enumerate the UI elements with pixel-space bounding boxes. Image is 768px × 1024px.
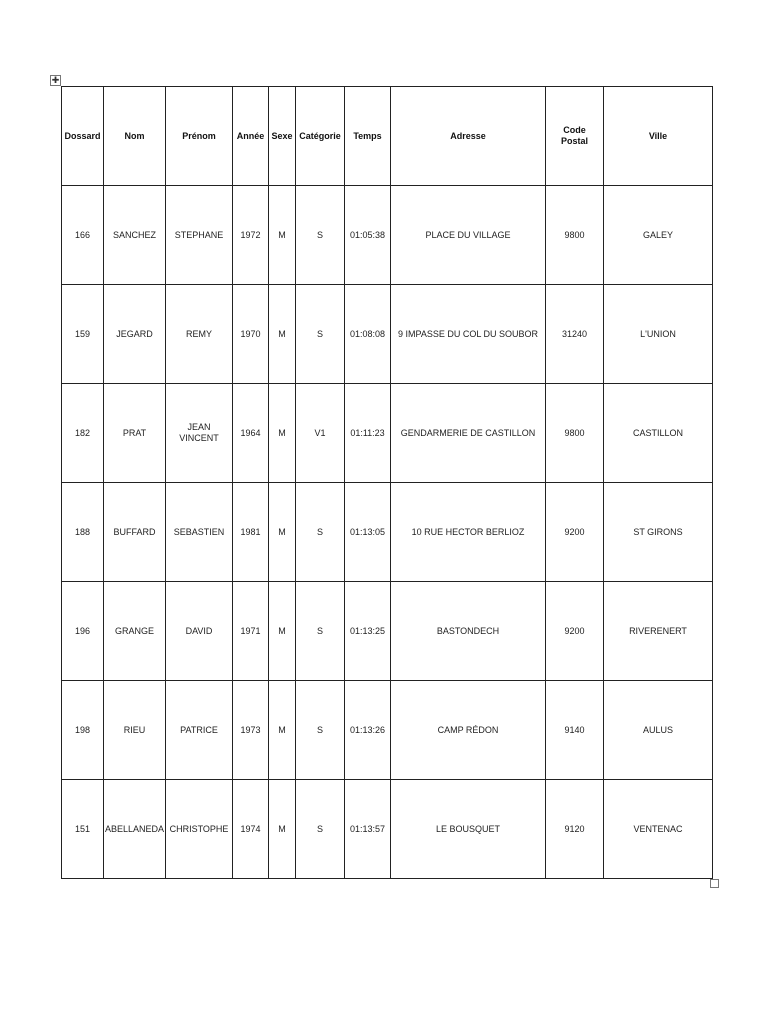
cell-categorie: V1 bbox=[296, 384, 345, 483]
table-row bbox=[62, 285, 713, 384]
cell-temps: 01:08:08 bbox=[345, 285, 391, 384]
header-dossard: Dossard bbox=[62, 87, 104, 186]
cell-prenom bbox=[166, 681, 233, 780]
cell-categorie: S bbox=[296, 285, 345, 384]
table-row bbox=[62, 681, 713, 780]
cell-nom: ABELLANEDA bbox=[104, 780, 166, 879]
cell-ville: ST GIRONS bbox=[604, 483, 713, 582]
cell-sexe: M bbox=[269, 186, 296, 285]
cell-adresse: 9 IMPASSE DU COL DU SOUBOR bbox=[391, 285, 546, 384]
cell-adresse: BASTONDECH bbox=[391, 582, 546, 681]
cell-categorie: S bbox=[296, 681, 345, 780]
cell-ville: L'UNION bbox=[604, 285, 713, 384]
table-row bbox=[62, 780, 713, 879]
cell-temps: 01:13:57 bbox=[345, 780, 391, 879]
cell-prenom-line2: VINCENT bbox=[179, 433, 219, 443]
header-code-postal-line2: Postal bbox=[560, 136, 588, 146]
cell-nom: GRANGE bbox=[104, 582, 166, 681]
cell-dossard: 188 bbox=[62, 483, 104, 582]
cell-nom: JEGARD bbox=[104, 285, 166, 384]
cell-annee: 1981 bbox=[233, 483, 269, 582]
header-code-postal bbox=[546, 87, 604, 186]
cell-code-postal: 9120 bbox=[546, 780, 604, 879]
cell-nom: PRAT bbox=[104, 384, 166, 483]
cell-dossard: 151 bbox=[62, 780, 104, 879]
table-resize-icon[interactable] bbox=[710, 879, 719, 888]
table-move-icon[interactable]: ✚ bbox=[51, 75, 60, 85]
header-categorie: Catégorie bbox=[296, 87, 345, 186]
cell-prenom bbox=[166, 483, 233, 582]
table-row bbox=[62, 483, 713, 582]
cell-prenom bbox=[166, 384, 233, 483]
cell-sexe: M bbox=[269, 582, 296, 681]
header-prenom: Prénom bbox=[166, 87, 233, 186]
cell-adresse: GENDARMERIE DE CASTILLON bbox=[391, 384, 546, 483]
results-table bbox=[61, 86, 713, 879]
cell-prenom bbox=[166, 285, 233, 384]
cell-temps: 01:13:25 bbox=[345, 582, 391, 681]
cell-temps: 01:11:23 bbox=[345, 384, 391, 483]
header-annee: Année bbox=[233, 87, 269, 186]
header-sexe: Sexe bbox=[269, 87, 296, 186]
header-nom: Nom bbox=[104, 87, 166, 186]
cell-dossard: 196 bbox=[62, 582, 104, 681]
cell-code-postal: 9800 bbox=[546, 384, 604, 483]
cell-prenom-line1: DAVID bbox=[185, 625, 213, 636]
cell-temps: 01:13:26 bbox=[345, 681, 391, 780]
header-code-postal-line1: Code bbox=[563, 125, 586, 135]
cell-ville: CASTILLON bbox=[604, 384, 713, 483]
header-temps: Temps bbox=[345, 87, 391, 186]
cell-categorie: S bbox=[296, 483, 345, 582]
cell-categorie: S bbox=[296, 582, 345, 681]
cell-adresse: CAMP RÉDON bbox=[391, 681, 546, 780]
cell-categorie: S bbox=[296, 780, 345, 879]
table-header-row bbox=[62, 87, 713, 186]
cell-annee: 1971 bbox=[233, 582, 269, 681]
table-row bbox=[62, 384, 713, 483]
cell-dossard: 182 bbox=[62, 384, 104, 483]
cell-code-postal: 9200 bbox=[546, 483, 604, 582]
cell-prenom bbox=[166, 582, 233, 681]
cell-dossard: 166 bbox=[62, 186, 104, 285]
cell-dossard: 198 bbox=[62, 681, 104, 780]
table-row bbox=[62, 582, 713, 681]
cell-nom: RIEU bbox=[104, 681, 166, 780]
cell-temps: 01:05:38 bbox=[345, 186, 391, 285]
cell-prenom-line1: JEAN bbox=[187, 422, 211, 432]
cell-prenom-line1: PATRICE bbox=[180, 724, 218, 735]
cell-adresse: LE BOUSQUET bbox=[391, 780, 546, 879]
cell-annee: 1973 bbox=[233, 681, 269, 780]
cell-sexe: M bbox=[269, 780, 296, 879]
cell-annee: 1974 bbox=[233, 780, 269, 879]
header-ville: Ville bbox=[604, 87, 713, 186]
cell-sexe: M bbox=[269, 483, 296, 582]
cell-annee: 1972 bbox=[233, 186, 269, 285]
cell-sexe: M bbox=[269, 681, 296, 780]
cell-dossard: 159 bbox=[62, 285, 104, 384]
cell-sexe: M bbox=[269, 285, 296, 384]
cell-code-postal: 9140 bbox=[546, 681, 604, 780]
cell-prenom-line1: REMY bbox=[185, 328, 212, 339]
cell-sexe: M bbox=[269, 384, 296, 483]
cell-ville: AULUS bbox=[604, 681, 713, 780]
cell-ville: GALEY bbox=[604, 186, 713, 285]
cell-annee: 1964 bbox=[233, 384, 269, 483]
cell-prenom-line1: CHRISTOPHE bbox=[169, 823, 229, 834]
cell-adresse: PLACE DU VILLAGE bbox=[391, 186, 546, 285]
cell-nom: BUFFARD bbox=[104, 483, 166, 582]
cell-code-postal: 31240 bbox=[546, 285, 604, 384]
cell-temps: 01:13:05 bbox=[345, 483, 391, 582]
cell-prenom bbox=[166, 780, 233, 879]
cell-nom: SANCHEZ bbox=[104, 186, 166, 285]
table-row bbox=[62, 186, 713, 285]
cell-ville: RIVERENERT bbox=[604, 582, 713, 681]
cell-categorie: S bbox=[296, 186, 345, 285]
cell-adresse: 10 RUE HECTOR BERLIOZ bbox=[391, 483, 546, 582]
cell-prenom-line1: STEPHANE bbox=[174, 229, 224, 240]
cell-annee: 1970 bbox=[233, 285, 269, 384]
cell-code-postal: 9200 bbox=[546, 582, 604, 681]
header-adresse: Adresse bbox=[391, 87, 546, 186]
cell-ville: VENTENAC bbox=[604, 780, 713, 879]
cell-prenom bbox=[166, 186, 233, 285]
cell-prenom-line1: SEBASTIEN bbox=[173, 526, 225, 537]
cell-code-postal: 9800 bbox=[546, 186, 604, 285]
